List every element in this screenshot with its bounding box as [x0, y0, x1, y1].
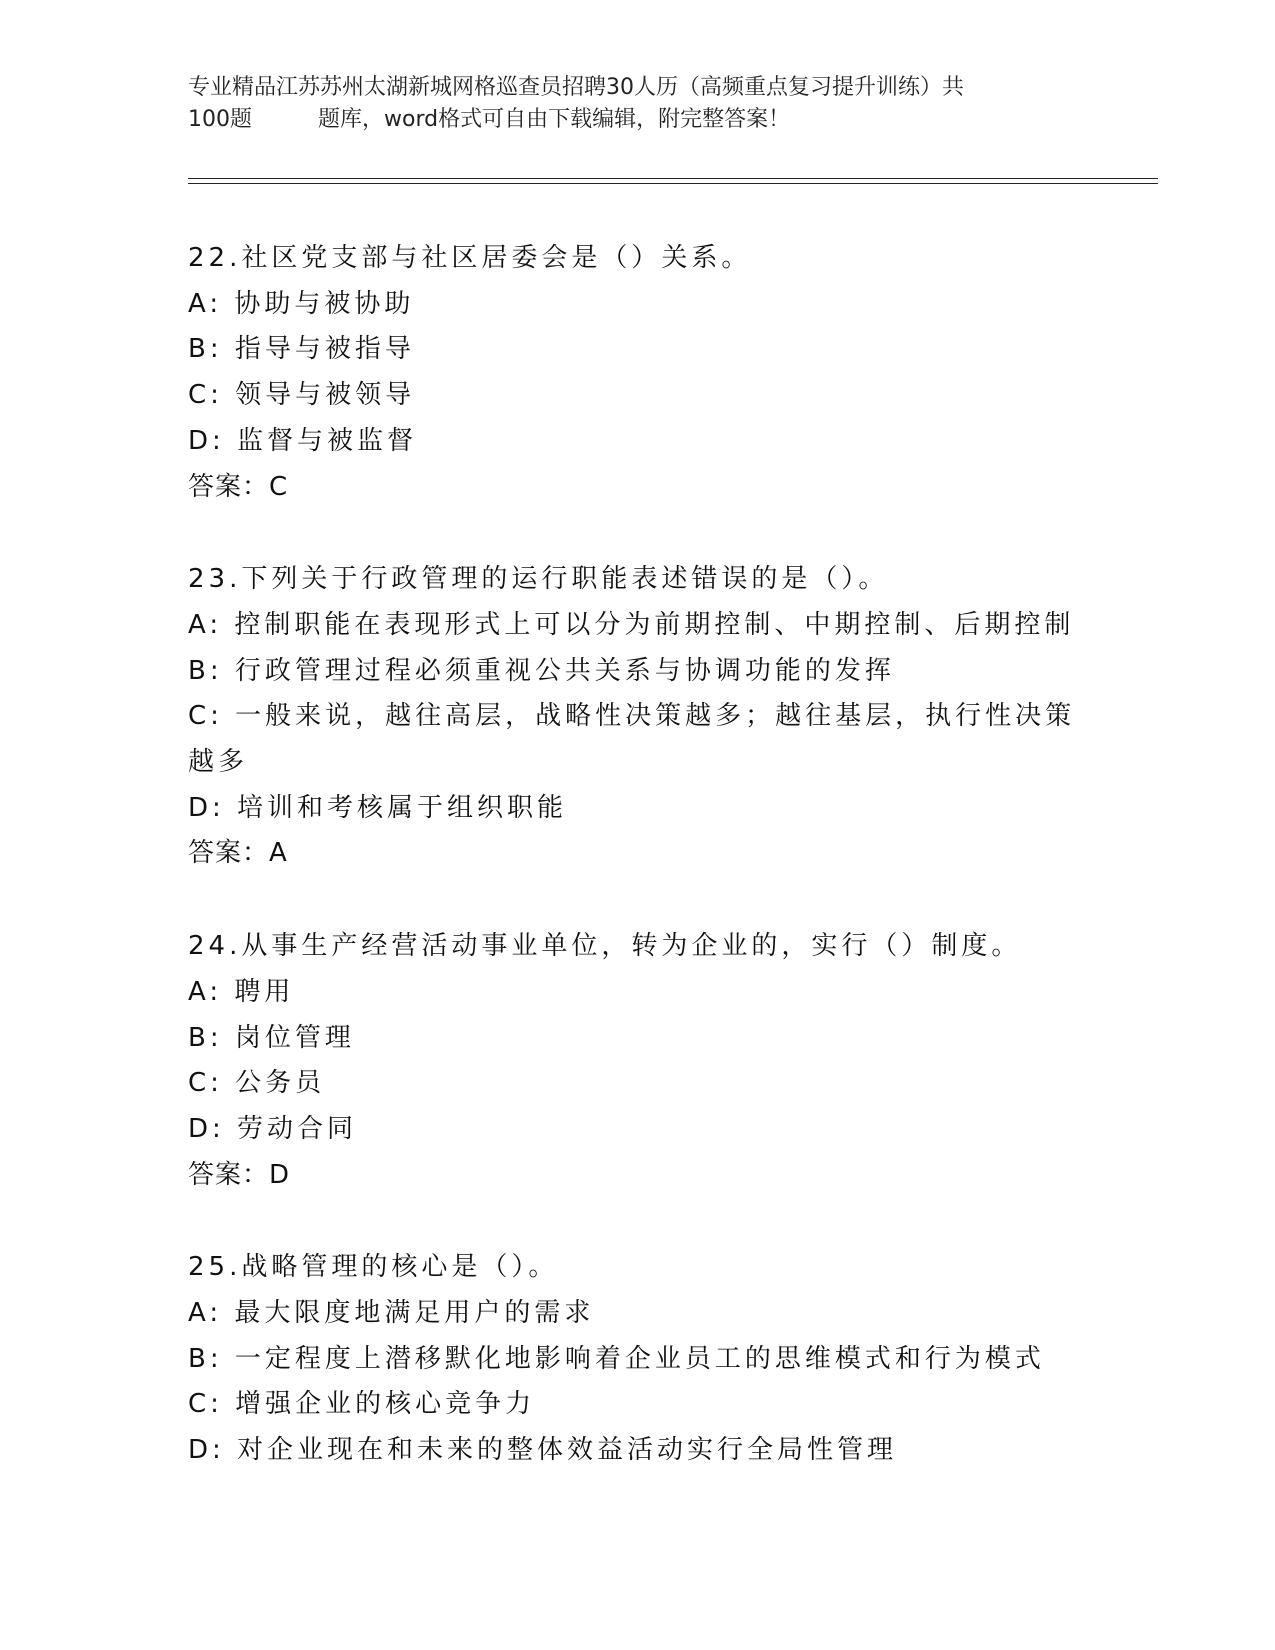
option-b: B: 岗位管理 — [188, 1022, 355, 1053]
question-stem: 23.下列关于行政管理的运行职能表述错误的是（）。 — [188, 564, 889, 595]
question-stem: 25.战略管理的核心是（）。 — [188, 1252, 559, 1283]
header-question-count: 100题 — [188, 107, 252, 132]
question-24 — [188, 924, 1088, 1198]
option-a: A: 控制职能在表现形式上可以分为前期控制、中期控制、后期控制 — [188, 609, 1075, 640]
option-a: A: 聘用 — [188, 976, 295, 1007]
option-a: A: 最大限度地满足用户的需求 — [188, 1298, 595, 1329]
question-stem: 24.从事生产经营活动事业单位，转为企业的，实行（）制度。 — [188, 931, 1022, 962]
header-title-line-2 — [188, 104, 1088, 136]
option-b: B: 指导与被指导 — [188, 334, 415, 365]
question-list — [188, 236, 1088, 1521]
answer: 答案：D — [188, 1159, 291, 1190]
answer: 答案：A — [188, 838, 288, 869]
option-b: B: 一定程度上潜移默化地影响着企业员工的思维模式和行为模式 — [188, 1343, 1045, 1374]
option-d: D: 培训和考核属于组织职能 — [188, 792, 568, 823]
document-header — [188, 72, 1088, 136]
answer: 答案：C — [188, 471, 289, 502]
question-stem: 22.社区党支部与社区居委会是（）关系。 — [188, 243, 752, 273]
question-23 — [188, 557, 1088, 877]
option-c: C: 领导与被领导 — [188, 380, 416, 411]
option-d: D: 劳动合同 — [188, 1113, 358, 1144]
question-25 — [188, 1245, 1088, 1474]
header-divider-bottom — [188, 183, 1158, 184]
header-description: 题库，word格式可自由下载编辑，附完整答案！ — [318, 107, 791, 132]
option-b: B: 行政管理过程必须重视公共关系与协调功能的发挥 — [188, 655, 895, 686]
option-d: D: 对企业现在和未来的整体效益活动实行全局性管理 — [188, 1435, 898, 1466]
option-c: C: 公务员 — [188, 1068, 326, 1099]
option-c: C: 增强企业的核心竞争力 — [188, 1389, 536, 1420]
option-d: D: 监督与被监督 — [188, 425, 418, 456]
header-divider-top — [188, 178, 1158, 179]
option-c: C: 一般来说，越往高层，战略性决策越多；越往基层，执行性决策越多 — [188, 701, 1076, 778]
header-title-line-1: 专业精品江苏苏州太湖新城网格巡查员招聘30人历（高频重点复习提升训练）共 — [188, 75, 964, 100]
option-a: A: 协助与被协助 — [188, 288, 415, 319]
question-22 — [188, 236, 1088, 510]
